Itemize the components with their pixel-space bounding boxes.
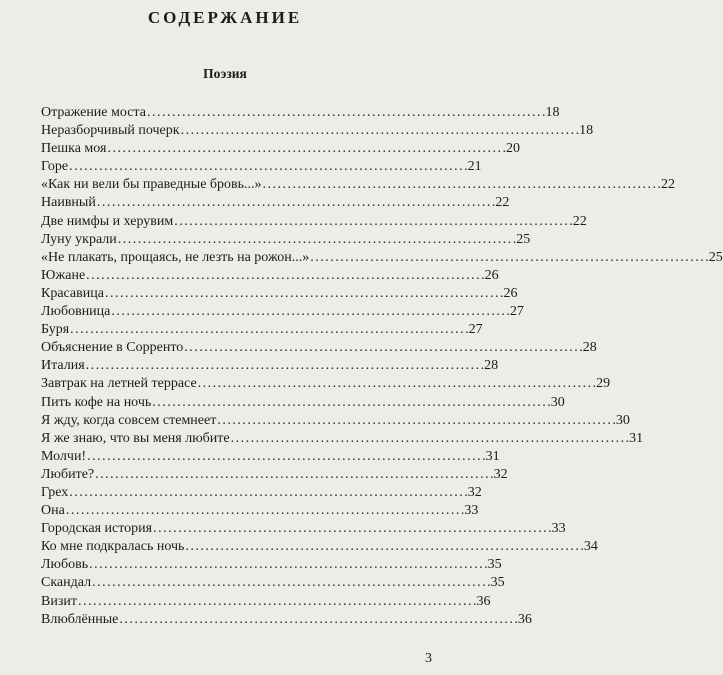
toc-leader-dots [86,267,484,285]
toc-leader-dots [86,357,484,375]
toc-entry [41,213,587,231]
toc-entry-page: 28 [484,358,499,374]
toc-entry-title: Отражение моста [41,105,146,120]
toc-entry [41,158,482,176]
toc-entry-title: Любовь [41,557,89,573]
toc-leader-dots [118,231,516,249]
page-number: 3 [425,651,432,666]
toc-leader-dots [66,502,464,520]
toc-entry-title: Городская история [41,521,153,537]
toc-entry [41,194,510,212]
toc-entry-title: Италия [41,358,85,374]
toc-entry [41,484,482,502]
toc-entry [41,339,597,357]
toc-entry-page: 30 [550,394,565,410]
toc-leader-dots [174,213,572,231]
toc-entry-title: Я же знаю, что вы меня любите [41,430,230,446]
toc-entry-page: 20 [505,141,520,157]
toc-leader-dots [231,430,629,448]
toc-entry [41,611,532,629]
toc-entry-page: 27 [468,322,483,338]
toc-entry-title: Завтрак на летней террасе [41,376,197,392]
toc-entry [41,249,723,267]
toc-entry-page: 35 [487,557,502,573]
toc-entry-title: Скандал [41,575,92,591]
toc-entry-title: Горе [41,159,69,175]
toc-entry-page: 18 [545,105,560,120]
toc-leader-dots [184,339,582,357]
toc-entry-title: Неразборчивый почерк [41,123,180,139]
table-of-contents [41,104,723,629]
toc-entry-page: 29 [596,376,611,392]
toc-entry [41,466,508,484]
toc-entry [41,140,520,158]
toc-entry-page: 31 [485,448,500,464]
toc-entry [41,520,566,538]
toc-entry [41,412,630,430]
toc-entry-page: 32 [467,484,482,500]
toc-leader-dots [89,556,487,574]
toc-entry [41,285,518,303]
toc-leader-dots [217,412,615,430]
toc-entry-page: 32 [493,466,508,482]
toc-entry [41,303,524,321]
toc-leader-dots [107,140,505,158]
toc-entry-title: «Не плакать, прощаясь, не лезть на рожон...» [41,249,310,265]
toc-entry [41,104,560,122]
toc-entry-page: 21 [467,159,482,175]
toc-entry-title: «Как ни вели бы праведные бровь...» [41,177,262,193]
toc-leader-dots [78,593,476,611]
toc-entry-page: 22 [495,195,510,211]
toc-leader-dots [97,194,495,212]
toc-leader-dots [87,448,485,466]
toc-entry-title: Луну украли [41,231,117,247]
toc-entry-page: 25 [708,249,723,265]
toc-entry-title: Визит [41,593,77,609]
toc-leader-dots [181,122,579,140]
toc-leader-dots [152,394,550,412]
toc-leader-dots [153,520,551,538]
toc-entry-page: 35 [490,575,505,591]
section-heading: Поэзия [203,66,247,81]
toc-entry-title: Наивный [41,195,96,211]
toc-entry-title: Буря [41,322,70,338]
toc-entry-title: Красавица [41,285,104,301]
toc-leader-dots [147,104,545,122]
toc-entry-page: 22 [572,213,587,229]
toc-entry [41,593,491,611]
toc-entry-title: Она [41,503,65,519]
toc-entry [41,122,594,140]
toc-entry [41,394,565,412]
toc-entry-title: Пить кофе на ночь [41,394,152,410]
toc-entry-page: 18 [579,123,594,139]
toc-entry-page: 34 [583,539,598,555]
toc-entry-page: 26 [503,285,518,301]
toc-entry [41,430,644,448]
toc-entry [41,538,598,556]
toc-leader-dots [185,538,583,556]
toc-entry-page: 36 [476,593,491,609]
toc-leader-dots [111,303,509,321]
toc-entry-title: Я жду, когда совсем стемнеет [41,412,217,428]
toc-entry [41,267,499,285]
toc-entry-title: Любовница [41,304,111,320]
toc-entry [41,176,676,194]
toc-entry-page: 28 [582,340,597,356]
toc-entry [41,231,531,249]
toc-leader-dots [70,321,468,339]
toc-leader-dots [105,285,503,303]
toc-entry-page: 36 [517,611,532,627]
toc-entry-title: Влюблённые [41,611,119,627]
toc-entry-title: Молчи! [41,448,87,464]
toc-leader-dots [92,574,490,592]
toc-entry [41,375,611,393]
toc-entry-page: 27 [509,304,524,320]
toc-entry-page: 22 [661,177,676,193]
toc-entry-title: Пешка моя [41,141,107,157]
toc-entry [41,502,479,520]
toc-entry [41,357,499,375]
toc-leader-dots [69,484,467,502]
toc-entry-title: Объяснение в Сорренто [41,340,184,356]
toc-entry-page: 26 [484,267,499,283]
toc-entry-title: Южане [41,267,86,283]
toc-entry [41,321,483,339]
toc-entry-title: Ко мне подкралась ночь [41,539,185,555]
toc-entry-page: 25 [516,231,531,247]
toc-entry-title: Грех [41,484,69,500]
toc-entry [41,448,500,466]
toc-entry-page: 33 [551,521,566,537]
toc-entry-title: Любите? [41,466,95,482]
toc-entry [41,556,502,574]
toc-leader-dots [95,466,493,484]
toc-leader-dots [310,249,708,267]
toc-entry-page: 31 [629,430,644,446]
toc-entry-title: Две нимфы и херувим [41,213,174,229]
toc-leader-dots [263,176,661,194]
toc-entry-page: 30 [615,412,630,428]
toc-entry-page: 33 [464,503,479,519]
toc-leader-dots [119,611,517,629]
toc-leader-dots [198,375,596,393]
toc-leader-dots [69,158,467,176]
page-title: СОДЕРЖАНИЕ [147,8,303,27]
toc-entry [41,574,505,592]
